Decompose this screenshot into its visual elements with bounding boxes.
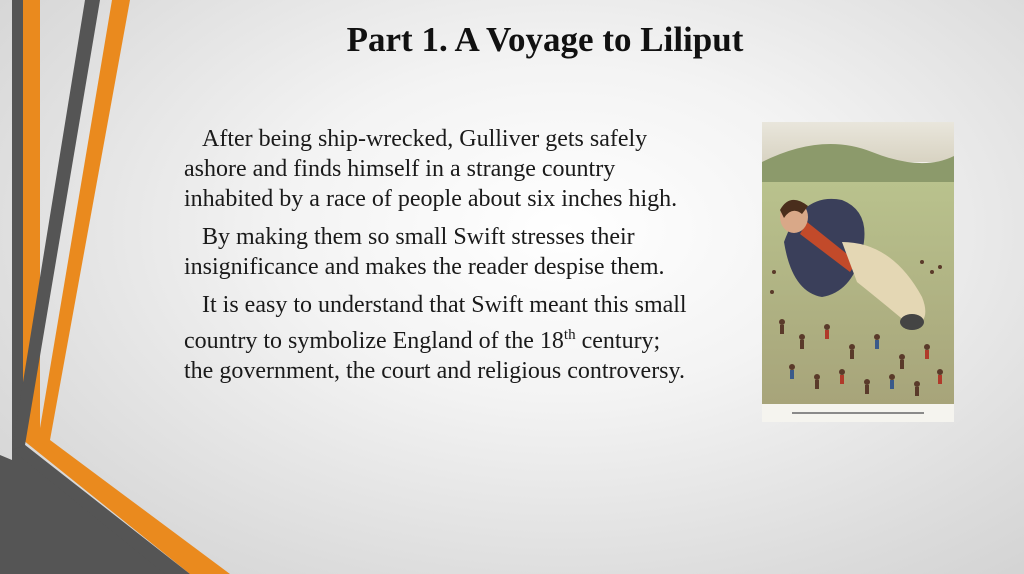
gulliver-illustration xyxy=(762,122,954,422)
paragraph-symbolism xyxy=(184,290,694,386)
symbolism-text-start: It is easy to understand that Swift meant this small country to symbolize England of the 18 xyxy=(184,292,687,354)
giant-shoe xyxy=(900,314,924,330)
paragraph-small-size: By making them so small Swift stresses their insignificance and makes the reader despise them. xyxy=(184,224,665,280)
caption-line xyxy=(792,412,924,414)
paragraph-shipwreck: After being ship-wrecked, Gulliver gets safely ashore and finds himself in a strange country inhabited by a race of people about six inches high. xyxy=(184,126,678,212)
symbolism-text-end: century; the government, the court and religious controversy. xyxy=(184,328,685,384)
ordinal-superscript: th xyxy=(563,327,576,343)
slide-body xyxy=(184,124,694,394)
slide-title: Part 1. A Voyage to Liliput xyxy=(346,20,744,59)
